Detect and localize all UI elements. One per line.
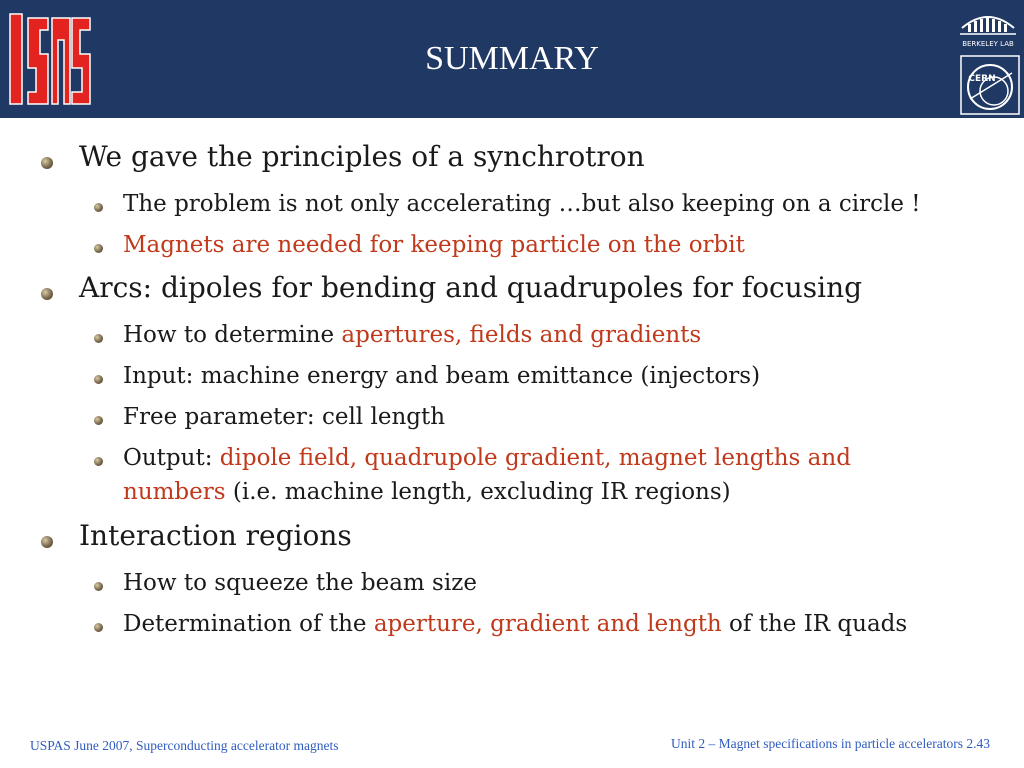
berkeley-lab-text: BERKELEY LAB bbox=[962, 40, 1014, 48]
bullet-text: How to determine bbox=[123, 322, 342, 348]
slide-header bbox=[0, 0, 1024, 118]
bullet-level2: Input: machine energy and beam emittance (injectors) bbox=[123, 363, 761, 389]
bullet-level2: Free parameter: cell length bbox=[123, 404, 446, 430]
bullet-level2 bbox=[123, 441, 923, 509]
slide-title: SUMMARY bbox=[425, 40, 599, 77]
bullet-level2 bbox=[123, 318, 701, 352]
bullet-level1: We gave the principles of a synchrotron bbox=[79, 140, 645, 173]
bullet-text: Determination of the bbox=[123, 611, 374, 637]
bullet-icon bbox=[94, 375, 103, 384]
bullet-icon bbox=[94, 582, 103, 591]
highlighted-text: aperture, gradient and length bbox=[373, 611, 722, 637]
bullet-icon bbox=[94, 334, 103, 343]
cern-text: CERN bbox=[968, 74, 996, 84]
bullet-icon bbox=[41, 536, 53, 548]
cern-logo bbox=[960, 55, 1020, 115]
highlighted-text: dipole field, quadrupole gradient, magnet lengths and numbers bbox=[123, 445, 851, 505]
bullet-icon bbox=[94, 203, 103, 212]
bullet-icon bbox=[94, 244, 103, 253]
bullet-level1: Arcs: dipoles for bending and quadrupoles for focusing bbox=[79, 271, 863, 304]
bullet-text: Output: bbox=[123, 445, 220, 471]
bullet-text: of the IR quads bbox=[721, 611, 908, 637]
bullet-text: (i.e. machine length, excluding IR regions) bbox=[225, 479, 731, 505]
bullet-level2: The problem is not only accelerating …but also keeping on a circle ! bbox=[123, 191, 921, 217]
bullet-icon bbox=[94, 416, 103, 425]
bullet-icon bbox=[94, 623, 103, 632]
bullet-level1: Interaction regions bbox=[79, 519, 352, 552]
berkeley-lab-logo bbox=[956, 6, 1020, 50]
highlighted-text: apertures, fields and gradients bbox=[341, 322, 702, 348]
footer-course-info: USPAS June 2007, Superconducting accelerator magnets bbox=[30, 738, 339, 753]
bullet-icon bbox=[94, 457, 103, 466]
bullet-level2 bbox=[123, 607, 907, 641]
bullet-icon bbox=[41, 288, 53, 300]
bullet-level2-highlight: Magnets are needed for keeping particle on the orbit bbox=[123, 232, 745, 258]
footer-unit-info: Unit 2 – Magnet specifications in particle accelerators 2.43 bbox=[670, 736, 990, 751]
bullet-icon bbox=[41, 157, 53, 169]
bullet-level2: How to squeeze the beam size bbox=[123, 570, 477, 596]
